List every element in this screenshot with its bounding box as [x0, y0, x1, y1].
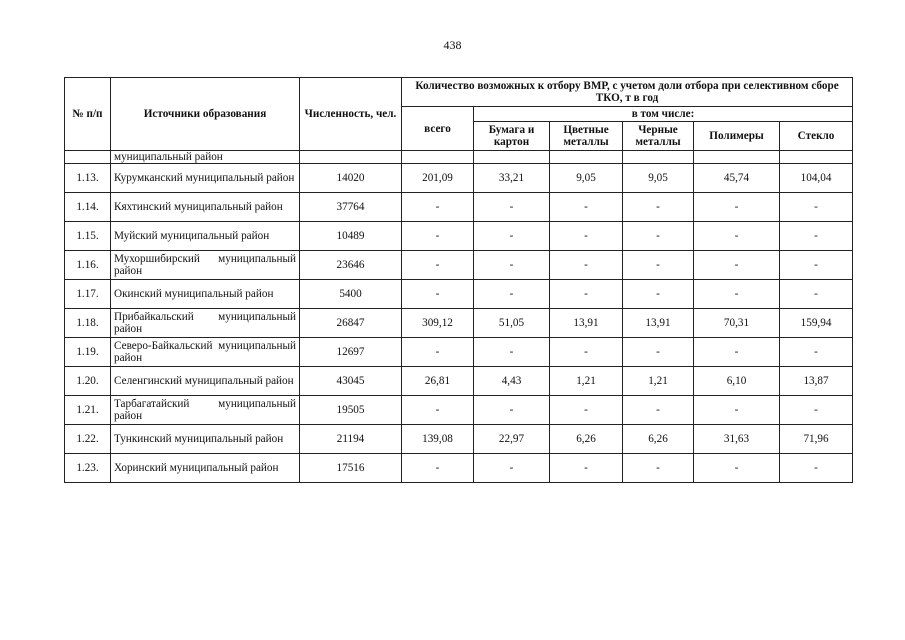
- cell-nonferrous: 13,91: [550, 309, 623, 338]
- cell-num: 1.19.: [65, 338, 111, 367]
- table-row: [65, 280, 853, 309]
- cell-glass: -: [780, 222, 853, 251]
- cell-num: 1.18.: [65, 309, 111, 338]
- cell-name: Селенгинский муниципальный район: [111, 367, 300, 396]
- cell-num: 1.22.: [65, 425, 111, 454]
- cell-ferrous: 1,21: [623, 367, 694, 396]
- cell-polymers: -: [694, 396, 780, 425]
- table-row: [65, 193, 853, 222]
- cell-glass: 71,96: [780, 425, 853, 454]
- cell-nonferrous: -: [550, 338, 623, 367]
- cell-polymers: -: [694, 251, 780, 280]
- cell-glass: -: [780, 193, 853, 222]
- cell-ferrous: -: [623, 222, 694, 251]
- cell-polymers: -: [694, 193, 780, 222]
- cell-population: 19505: [300, 396, 402, 425]
- cell-paper: -: [474, 280, 550, 309]
- cell-population: 26847: [300, 309, 402, 338]
- cell-ferrous: -: [623, 193, 694, 222]
- cell-name: Хоринский муниципальный район: [111, 454, 300, 483]
- cell-glass: -: [780, 454, 853, 483]
- cell-glass: 13,87: [780, 367, 853, 396]
- cell-polymers: -: [694, 454, 780, 483]
- cell-ferrous: -: [623, 396, 694, 425]
- table-row: [65, 425, 853, 454]
- cell-polymers: -: [694, 338, 780, 367]
- header-glass: Стекло: [780, 122, 853, 151]
- cell-ferrous: -: [623, 251, 694, 280]
- cell-polymers: -: [694, 222, 780, 251]
- cell-paper: -: [474, 193, 550, 222]
- header-population: Численность, чел.: [300, 78, 402, 151]
- cell-name: Окинский муниципальный район: [111, 280, 300, 309]
- cell-paper: 51,05: [474, 309, 550, 338]
- cell-nonferrous: 6,26: [550, 425, 623, 454]
- table-row: [65, 454, 853, 483]
- cell-population: 5400: [300, 280, 402, 309]
- cell-ferrous: 9,05: [623, 164, 694, 193]
- table-row: [65, 164, 853, 193]
- cell-paper: -: [474, 338, 550, 367]
- cell-nonferrous: -: [550, 222, 623, 251]
- cell-glass: -: [780, 280, 853, 309]
- cell-polymers: 31,63: [694, 425, 780, 454]
- cell-total: -: [402, 454, 474, 483]
- cell-total: -: [402, 222, 474, 251]
- cell-name: Муйский муниципальный район: [111, 222, 300, 251]
- cell-name: Курумканский муниципальный район: [111, 164, 300, 193]
- table-row: [65, 222, 853, 251]
- cell-total: -: [402, 193, 474, 222]
- cell-nonferrous: -: [550, 454, 623, 483]
- cell-total: 201,09: [402, 164, 474, 193]
- cell-paper: -: [474, 454, 550, 483]
- table-header: [65, 78, 853, 151]
- cell-ferrous: 6,26: [623, 425, 694, 454]
- cell-total: 309,12: [402, 309, 474, 338]
- cell-population: 17516: [300, 454, 402, 483]
- table-row: [65, 338, 853, 367]
- cell-name: Кяхтинский муниципальный район: [111, 193, 300, 222]
- cell-name: Тарбагатайский муниципальный район: [111, 396, 300, 425]
- cell-polymers: 6,10: [694, 367, 780, 396]
- cell-num: 1.17.: [65, 280, 111, 309]
- header-num: № п/п: [65, 78, 111, 151]
- table-row: [65, 367, 853, 396]
- cell-paper: -: [474, 251, 550, 280]
- cell-paper: 4,43: [474, 367, 550, 396]
- cell-total: -: [402, 280, 474, 309]
- table-row: [65, 396, 853, 425]
- cell-glass: -: [780, 251, 853, 280]
- cell-total: 139,08: [402, 425, 474, 454]
- cell-num: 1.15.: [65, 222, 111, 251]
- cell-num: 1.23.: [65, 454, 111, 483]
- table-row: [65, 309, 853, 338]
- cell-polymers: 70,31: [694, 309, 780, 338]
- header-nonferrous: Цветные металлы: [550, 122, 623, 151]
- cell-ferrous: 13,91: [623, 309, 694, 338]
- cell-paper: -: [474, 396, 550, 425]
- cell-total: -: [402, 251, 474, 280]
- header-total: всего: [402, 107, 474, 151]
- cell-total: -: [402, 338, 474, 367]
- cell-population: 10489: [300, 222, 402, 251]
- cell-total: -: [402, 396, 474, 425]
- header-paper: Бумага и картон: [474, 122, 550, 151]
- page-number: 438: [443, 38, 462, 52]
- cell-num: 1.13.: [65, 164, 111, 193]
- cell-name: Северо-Байкальский муниципальный район: [111, 338, 300, 367]
- header-subgroup-title: в том числе:: [474, 107, 853, 122]
- header-polymers: Полимеры: [694, 122, 780, 151]
- cell-nonferrous: -: [550, 280, 623, 309]
- cell-population: 21194: [300, 425, 402, 454]
- cell-nonferrous: 1,21: [550, 367, 623, 396]
- cell-num: 1.14.: [65, 193, 111, 222]
- cell-paper: 22,97: [474, 425, 550, 454]
- cell-num: 1.16.: [65, 251, 111, 280]
- cell-ferrous: -: [623, 280, 694, 309]
- table-body: [65, 151, 853, 483]
- cell-nonferrous: -: [550, 251, 623, 280]
- cell-num: 1.20.: [65, 367, 111, 396]
- cell-paper: -: [474, 222, 550, 251]
- cell-polymers: 45,74: [694, 164, 780, 193]
- cell-ferrous: -: [623, 338, 694, 367]
- cell-name: Прибайкальский муниципальный район: [111, 309, 300, 338]
- cell-population: 37764: [300, 193, 402, 222]
- cell-name: муниципальный район: [111, 151, 300, 164]
- table-row: [65, 251, 853, 280]
- cell-glass: -: [780, 396, 853, 425]
- header-group-title: Количество возможных к отбору ВМР, с учетом доли отбора при селективном сборе ТКО, т в год: [402, 78, 853, 107]
- cell-name: Тункинский муниципальный район: [111, 425, 300, 454]
- cell-population: 14020: [300, 164, 402, 193]
- cell-nonferrous: 9,05: [550, 164, 623, 193]
- waste-table: [64, 77, 853, 483]
- cell-total: 26,81: [402, 367, 474, 396]
- cell-nonferrous: -: [550, 396, 623, 425]
- cell-glass: -: [780, 338, 853, 367]
- cell-polymers: -: [694, 280, 780, 309]
- cell-population: 12697: [300, 338, 402, 367]
- cell-glass: 159,94: [780, 309, 853, 338]
- header-source: Источники образования: [111, 78, 300, 151]
- cell-glass: 104,04: [780, 164, 853, 193]
- cell-paper: 33,21: [474, 164, 550, 193]
- cell-num: 1.21.: [65, 396, 111, 425]
- cell-name: Мухоршибирский муниципальный район: [111, 251, 300, 280]
- cell-nonferrous: -: [550, 193, 623, 222]
- continuation-row: [65, 151, 853, 164]
- cell-population: 43045: [300, 367, 402, 396]
- cell-ferrous: -: [623, 454, 694, 483]
- header-ferrous: Черные металлы: [623, 122, 694, 151]
- cell-population: 23646: [300, 251, 402, 280]
